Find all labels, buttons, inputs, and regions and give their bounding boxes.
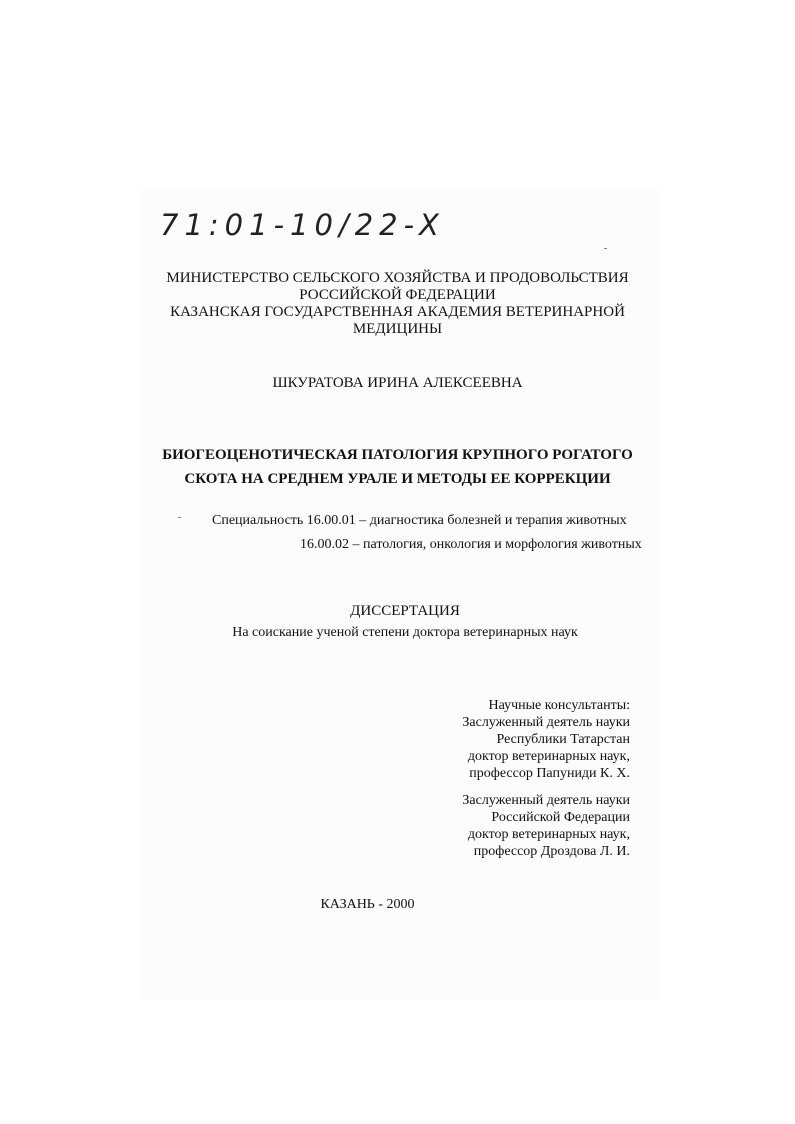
consultant-line: профессор Дроздова Л. И.	[473, 844, 630, 859]
specialty-line-1: Специальность 16.00.01 – диагностика болезней и терапия животных	[212, 513, 627, 528]
consultant-line: Российской Федерации	[491, 810, 630, 825]
city-year: КАЗАНЬ - 2000	[320, 897, 415, 912]
title-line: БИОГЕОЦЕНОТИЧЕСКАЯ ПАТОЛОГИЯ КРУПНОГО РОГАТОГО	[162, 447, 633, 463]
dissertation-heading: ДИССЕРТАЦИЯ	[350, 603, 460, 619]
dissertation-subtitle: На соискание ученой степени доктора ветеринарных наук	[232, 625, 578, 640]
consultant-line: Заслуженный деятель науки	[462, 793, 630, 808]
specialty-line-2: 16.00.02 – патология, онкология и морфология животных	[300, 537, 642, 552]
consultant-line: Научные консультанты:	[488, 698, 630, 713]
consultant-line: доктор ветеринарных наук,	[467, 827, 630, 842]
ministry-line: РОССИЙСКОЙ ФЕДЕРАЦИИ	[299, 287, 496, 303]
ministry-header	[0, 270, 795, 338]
author-name: ШКУРАТОВА ИРИНА АЛЕКСЕЕВНА	[272, 375, 523, 391]
consultant-block-2	[400, 792, 630, 860]
title-line: СКОТА НА СРЕДНЕМ УРАЛЕ И МЕТОДЫ ЕЕ КОРРЕКЦИИ	[184, 471, 611, 487]
scan-speck	[178, 517, 181, 518]
ministry-line: КАЗАНСКАЯ ГОСУДАРСТВЕННАЯ АКАДЕМИЯ ВЕТЕРИНАРНОЙ	[170, 304, 625, 320]
consultant-line: доктор ветеринарных наук,	[467, 749, 630, 764]
dissertation-title	[0, 443, 795, 491]
handwritten-catalog-mark: 71:01-10/22-X	[160, 208, 445, 242]
scan-speck	[604, 248, 607, 249]
ministry-line: МИНИСТЕРСТВО СЕЛЬСКОГО ХОЗЯЙСТВА И ПРОДОВОЛЬСТВИЯ	[166, 270, 629, 286]
consultant-line: профессор Папуниди К. Х.	[469, 766, 630, 781]
consultant-line: Заслуженный деятель науки	[462, 715, 630, 730]
ministry-line: МЕДИЦИНЫ	[352, 321, 443, 337]
consultant-block-1	[400, 697, 630, 782]
consultant-line: Республики Татарстан	[496, 732, 630, 747]
